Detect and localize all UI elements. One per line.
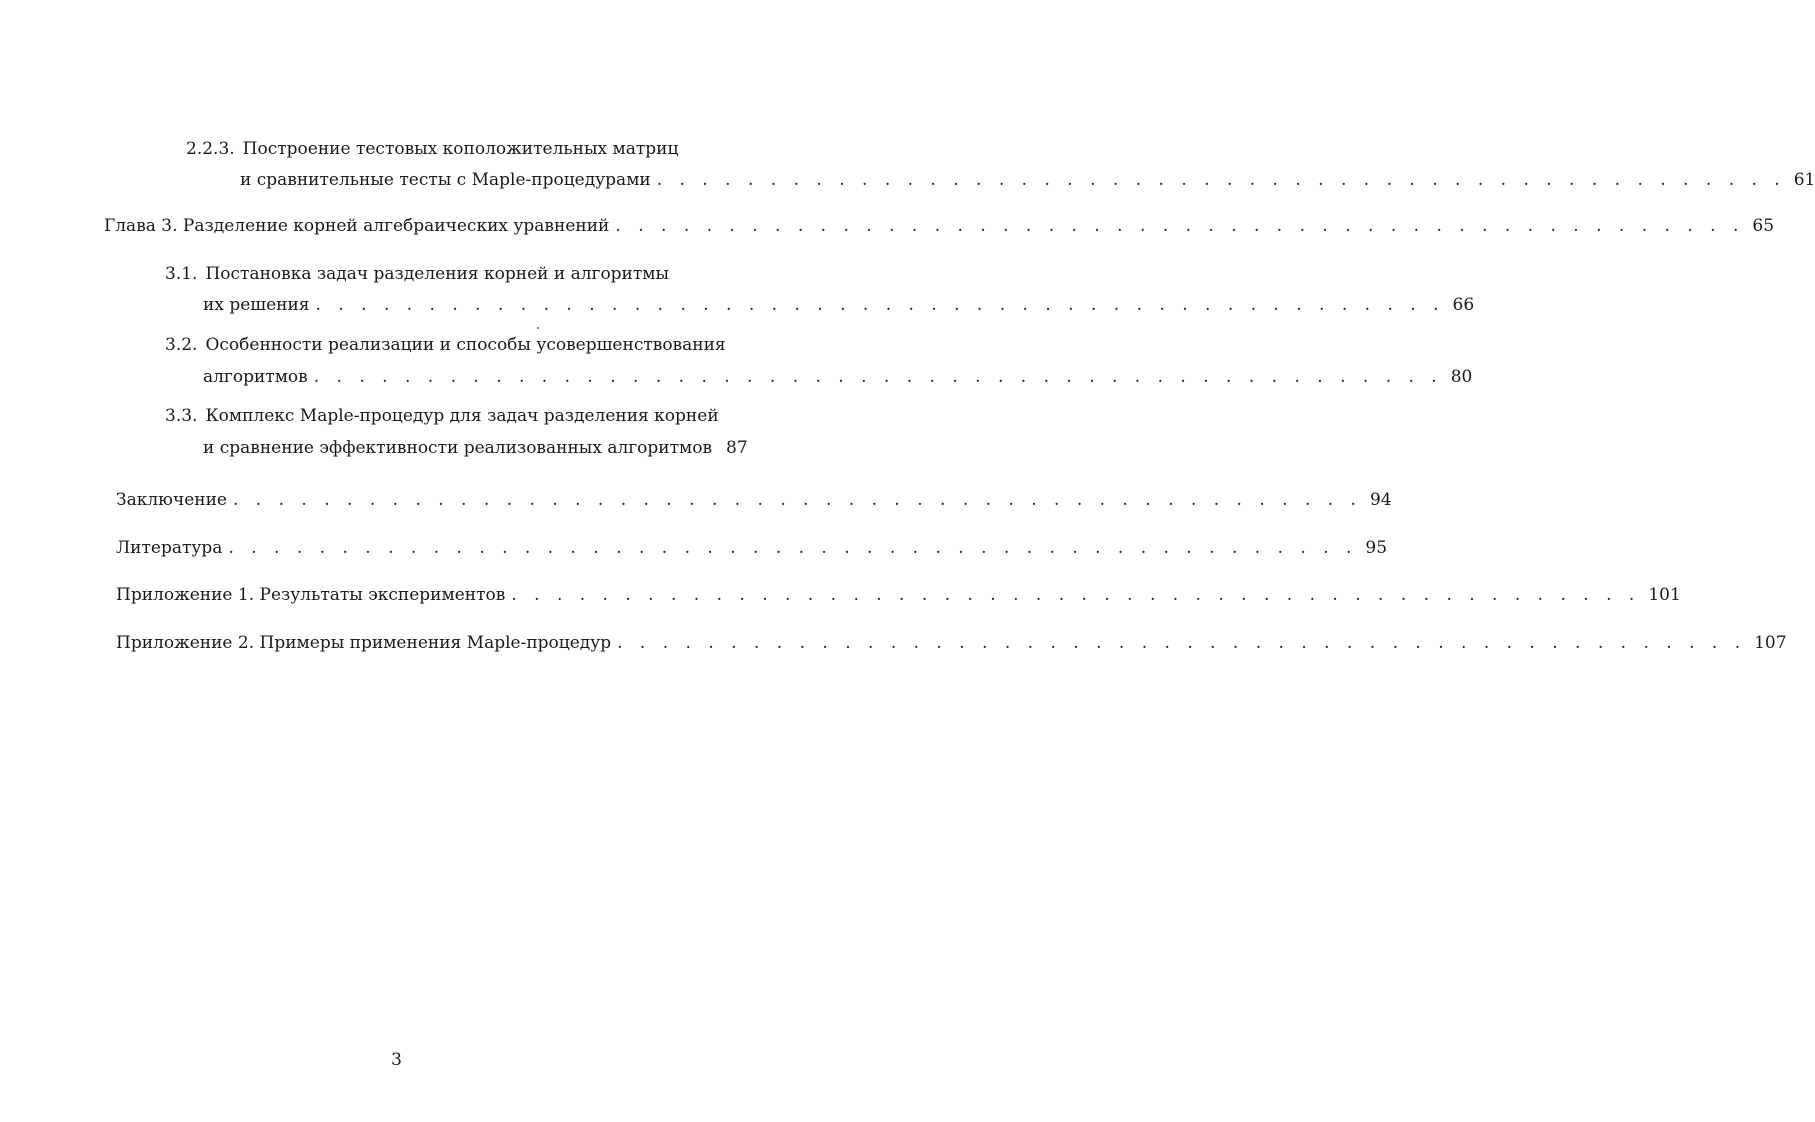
toc-entry-conclusion bbox=[116, 489, 1392, 511]
toc-entry-title: Глава 3. Разделение корней алгебраических уравнений bbox=[104, 216, 610, 236]
toc-page-number: 87 bbox=[726, 438, 748, 458]
toc-page-number: 107 bbox=[1754, 633, 1787, 653]
toc-entry-appendix-2 bbox=[116, 632, 1787, 654]
toc-page-number: 95 bbox=[1365, 538, 1388, 558]
toc-leader-dots: . . . . . . . . . . . . . . . . . . . . . . . . . . . . . . . . . . . . . . . . . . . . . . . . . . bbox=[228, 538, 1358, 558]
toc-entry-literature bbox=[116, 537, 1388, 559]
toc-entry-3-1-line2 bbox=[203, 294, 1475, 316]
toc-leader-dots: . . . . . . . . . . . . . . . . . . . . . . . . . . . . . . . . . . . . . . . . . . . . . . . . . . bbox=[315, 295, 1445, 315]
toc-entry-number: 3.1. bbox=[165, 264, 198, 284]
toc-page-number: 101 bbox=[1648, 585, 1681, 605]
toc-page-number: 80 bbox=[1450, 367, 1473, 387]
toc-page-number: 94 bbox=[1369, 490, 1392, 510]
toc-entry-appendix-1 bbox=[116, 584, 1681, 606]
toc-page-number: 61 bbox=[1793, 170, 1815, 190]
toc-page-number: 65 bbox=[1752, 216, 1775, 236]
toc-entry-title: Приложение 1. Результаты экспериментов bbox=[116, 585, 506, 605]
toc-entry-title: Приложение 2. Примеры применения Maple-процедур bbox=[116, 633, 612, 653]
toc-leader-dots: . . . . . . . . . . . . . . . . . . . . . . . . . . . . . . . . . . . . . . . . . . . . . . . . . . bbox=[511, 585, 1641, 605]
toc-entry-title-continued: их решения bbox=[203, 295, 310, 315]
toc-entry-title: Построение тестовых коположительных матриц bbox=[242, 139, 679, 159]
page-number: 3 bbox=[391, 1050, 402, 1070]
toc-leader-dots: . . . . . . . . . . . . . . . . . . . . . . . . . . . . . . . . . . . . . . . . . . . . . . . . . . bbox=[615, 216, 1745, 236]
toc-entry-3-1-line1 bbox=[165, 263, 669, 285]
toc-leader-dots: . . . . . . . . . . . . . . . . . . . . . . . . . . . . . . . . . . . . . . . . . . . . . . . . . . bbox=[617, 633, 1747, 653]
toc-entry-number: 3.2. bbox=[165, 335, 198, 355]
toc-entry-chapter-3 bbox=[104, 215, 1775, 237]
toc-page-number: 66 bbox=[1452, 295, 1475, 315]
toc-entry-title: Литература bbox=[116, 538, 223, 558]
toc-leader-dots: . . . . . . . . . . . . . . . . . . . . . . . . . . . . . . . . . . . . . . . . . . . . . . . . . . bbox=[232, 490, 1362, 510]
toc-entry-3-3-line2 bbox=[203, 437, 748, 459]
toc-entry-number: 3.3. bbox=[165, 406, 198, 426]
toc-entry-title: Заключение bbox=[116, 490, 227, 510]
toc-entry-title: Комплекс Maple-процедур для задач разделения корней bbox=[205, 406, 719, 426]
toc-entry-title: Особенности реализации и способы усовершенствования bbox=[205, 335, 726, 355]
toc-entry-2-2-3-line2 bbox=[240, 169, 1815, 191]
toc-leader-dots: . . . . . . . . . . . . . . . . . . . . . . . . . . . . . . . . . . . . . . . . . . . . . . . . . . bbox=[313, 367, 1443, 387]
toc-entry-3-2-line2 bbox=[203, 366, 1473, 388]
toc-entry-title-continued: и сравнительные тесты с Maple-процедурами bbox=[240, 170, 651, 190]
toc-entry-title-continued: алгоритмов bbox=[203, 367, 308, 387]
scan-speck bbox=[537, 327, 539, 329]
toc-entry-title: Постановка задач разделения корней и алгоритмы bbox=[205, 264, 670, 284]
toc-entry-3-3-line1 bbox=[165, 405, 719, 427]
toc-leader-dots: . . . . . . . . . . . . . . . . . . . . . . . . . . . . . . . . . . . . . . . . . . . . . . . . . . bbox=[656, 170, 1786, 190]
toc-entry-3-2-line1 bbox=[165, 334, 726, 356]
toc-entry-2-2-3-line1 bbox=[186, 138, 678, 160]
toc-entry-number: 2.2.3. bbox=[186, 139, 235, 159]
toc-entry-title-continued: и сравнение эффективности реализованных алгоритмов bbox=[203, 438, 713, 458]
